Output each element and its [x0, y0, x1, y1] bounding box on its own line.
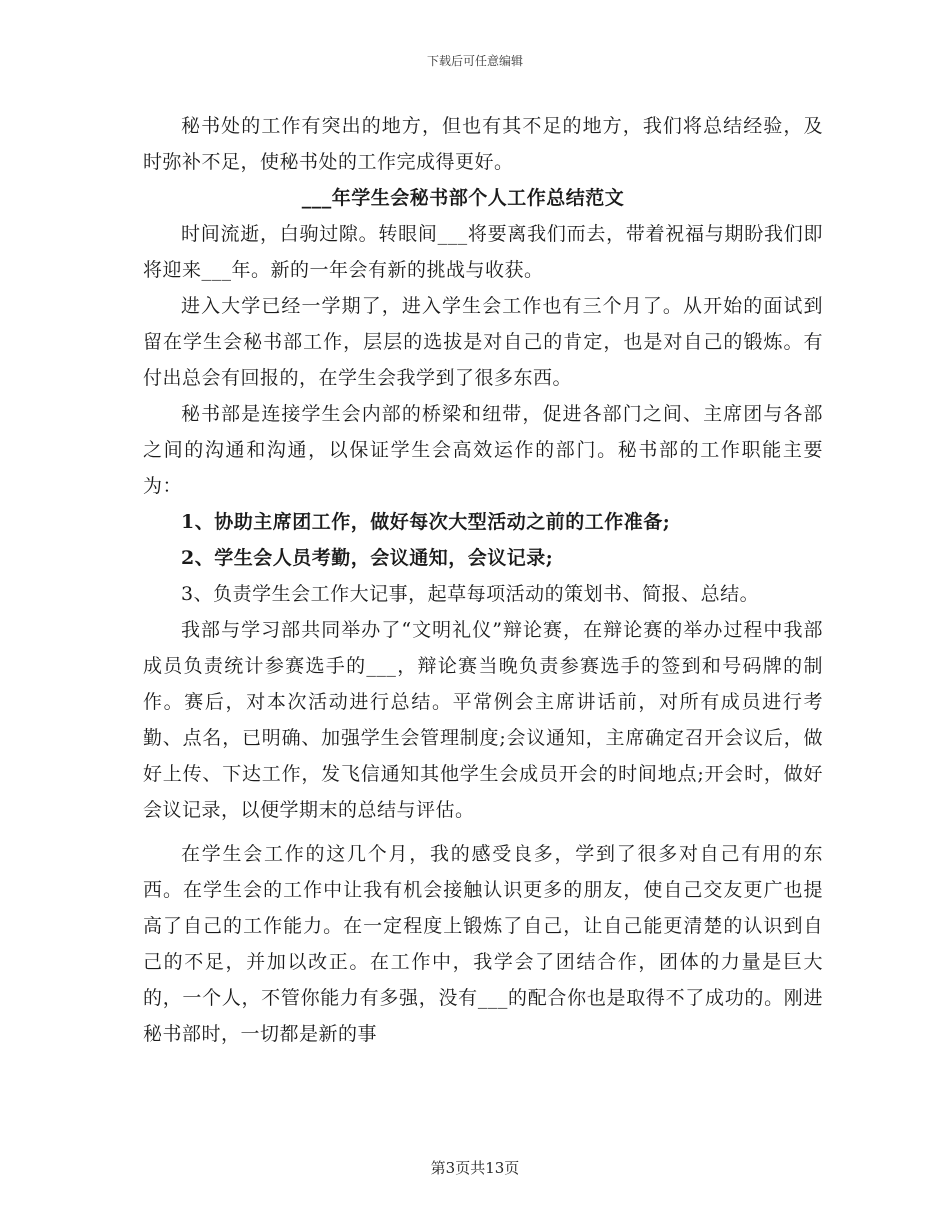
list-item-duty-1: 1、协助主席团工作，做好每次大型活动之前的工作准备; — [181, 511, 671, 533]
list-item-duty-2: 2、学生会人员考勤，会议通知，会议记录; — [181, 547, 554, 569]
document-title: ___年学生会秘书部个人工作总结范文 — [301, 187, 625, 209]
paragraph-time-passing: 时间流逝，白驹过隙。转眼间___将要离我们而去，带着祝福与期盼我们即将迎来___年。新的一年会有新的挑战与收获。 — [143, 223, 823, 281]
paragraph-activities: 我部与学习部共同举办了“文明礼仪”辩论赛，在辩论赛的举办过程中我部成员负责统计参赛选手的___，辩论赛当晚负责参赛选手的签到和号码牌的制作。赛后，对本次活动进行总结。平常例会主席讲话前，对所有成员进行考勤、点名，已明确、加强学生会管理制度;会议通知，主席确定召开会议后，做好上传、下达工作，发飞信通知其他学生会成员开会的时间地点;开会时，做好会议记录，以便学期末的总结与评估。 — [143, 619, 823, 821]
paragraph-reflection: 在学生会工作的这几个月，我的感受良多，学到了很多对自己有用的东西。在学生会的工作中让我有机会接触认识更多的朋友，使自己交友更广也提高了自己的工作能力。在一定程度上锻炼了自己，让自己能更清楚的认识到自己的不足，并加以改正。在工作中，我学会了团结合作，团体的力量是巨大的，一个人，不管你能力有多强，没有___的配合你也是取得不了成功的。刚进秘书部时，一切都是新的事 — [143, 843, 823, 1045]
paragraph-secretariat-role: 秘书部是连接学生会内部的桥梁和纽带，促进各部门之间、主席团与各部之间的沟通和沟通，以保证学生会高效运作的部门。秘书部的工作职能主要为： — [143, 403, 823, 497]
page-header-note: 下载后可任意编辑 — [426, 54, 523, 68]
paragraph-joining-union: 进入大学已经一学期了，进入学生会工作也有三个月了。从开始的面试到留在学生会秘书部工作，层层的选拔是对自己的肯定，也是对自己的锻炼。有付出总会有回报的，在学生会我学到了很多东西。 — [143, 295, 823, 389]
intro-paragraph: 秘书处的工作有突出的地方，但也有其不足的地方，我们将总结经验，及时弥补不足，使秘书处的工作完成得更好。 — [143, 115, 823, 173]
list-item-duty-3: 3、负责学生会工作大记事，起草每项活动的策划书、简报、总结。 — [181, 583, 760, 605]
page-number: 第3页共13页 — [430, 1159, 520, 1177]
document-body — [143, 108, 823, 1052]
